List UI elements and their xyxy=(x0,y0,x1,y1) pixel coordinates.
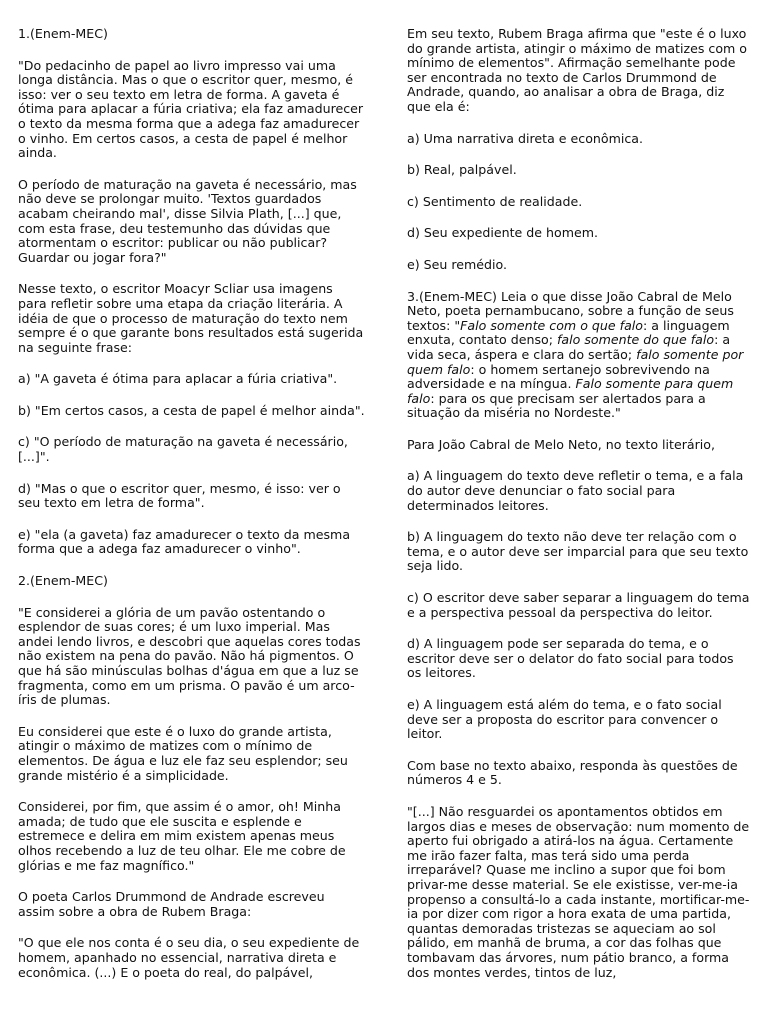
question-1-option-b: b) "Em certos casos, a cesta de papel é melhor ainda". xyxy=(18,402,365,418)
question-3-option-c: c) O escritor deve saber separar a linguagem do tema e a perspectiva pessoal da perspectiva do leitor. xyxy=(407,590,750,620)
question-2-option-d: d) Seu expediente de homem. xyxy=(407,225,598,241)
question-1-prompt: Nesse texto, o escritor Moacyr Scliar usa imagens para refletir sobre uma etapa da criação literária. A idéia de que o processo de maturação do texto nem sempre é o que garante bons resultados está sugerida na seguinte frase: xyxy=(18,281,364,355)
question-1-option-e: e) "ela (a gaveta) faz amadurecer o texto da mesma forma que a adega faz amadurecer o vinho". xyxy=(18,526,351,557)
left-column xyxy=(18,27,365,997)
question-1-option-d: d) "Mas o que o escritor quer, mesmo, é isso: ver o seu texto em letra de forma". xyxy=(18,480,341,511)
question-1-quote-paragraph-1: "Do pedacinho de papel ao livro impresso vai uma longa distância. Mas o que o escritor quer, mesmo, é isso: ver o seu texto em letra de forma. A gaveta é ótima para aplacar a fúria criativa; ela faz amadurecer o texto da mesma forma que a adega faz amadurecer o vinho. Em certos casos, a cesta de papel é melhor ainda. xyxy=(18,57,364,161)
question-1 xyxy=(18,27,365,557)
question-3-option-b: b) A linguagem do texto não deve ter relação com o tema, e o autor deve ser imparcial para que seu texto seja lido. xyxy=(407,529,749,574)
question-1-heading: 1.(Enem-MEC) xyxy=(18,26,108,41)
question-3-option-e: e) A linguagem está além do tema, e o fato social deve ser a proposta do escritor para convencer o leitor. xyxy=(407,697,722,742)
question-2 xyxy=(18,574,365,980)
question-3 xyxy=(407,290,750,742)
question-1-option-a: a) "A gaveta é ótima para aplacar a fúria criativa". xyxy=(18,371,338,387)
question-2-intro: O poeta Carlos Drummond de Andrade escreveu assim sobre a obra de Rubem Braga: xyxy=(18,889,325,919)
question-1-option-c: c) "O período de maturação na gaveta é necessário, [...]". xyxy=(18,434,348,465)
questions-4-5 xyxy=(407,759,750,980)
questions-4-5-quote: "[...] Não resguardei os apontamentos obtidos em largos dias e meses de observação: num momento de aperto fui obrigado a atirá-los na água. Certamente me irão fazer falta, mas terá sido uma perda irreparável? Quase me inclino a supor que foi bom privar-me desse material. Se ele existisse, ver-me-ia propenso a consultá-lo a cada instante, mortificar-me-ia por dizer com rigor a hora exata de uma partida, quantas demoradas tristezas se aqueciam ao sol pálido, em manhã de bruma, a cor das folhas que tombavam das árvores, num pátio branco, a forma dos montes verdes, tintos de luz, xyxy=(407,803,750,980)
question-2-drummond-quote: "O que ele nos conta é o seu dia, o seu expediente de homem, apanhado no essencial, narrativa direta e econômica. (...) E o poeta do real, do palpável, xyxy=(18,935,360,980)
question-2-option-b: b) Real, palpável. xyxy=(407,162,517,178)
italic-phrase-3: falo somente por quem falo xyxy=(407,346,744,377)
question-2-heading: 2.(Enem-MEC) xyxy=(18,573,108,589)
question-2-option-c: c) Sentimento de realidade. xyxy=(407,193,583,209)
question-2-prompt: Em seu texto, Rubem Braga afirma que "este é o luxo do grande artista, atingir o máximo de matizes com o mínimo de elementos". Afirmação semelhante pode ser encontrada no texto de Carlos Drummond de Andrade, quando, ao analisar a obra de Braga, diz que ela é: xyxy=(407,26,748,114)
questions-4-5-intro: Com base no texto abaixo, responda às questões de números 4 e 5. xyxy=(407,757,738,788)
italic-phrase-2: falo somente do que falo xyxy=(556,332,715,348)
question-3-option-d: d) A linguagem pode ser separada do tema, e o escritor deve ser o delator do fato social para todos os leitores. xyxy=(407,636,734,681)
question-3-option-a: a) A linguagem do texto deve refletir o tema, e a fala do autor deve denunciar o fato social para determinados leitores. xyxy=(407,468,744,513)
question-1-quote-paragraph-2: O período de maturação na gaveta é necessário, mas não deve se prolongar muito. 'Textos guardados acabam cheirando mal', disse Silvia Plath, [...] que, com esta frase, deu testemunho das dúvidas que atormentam o escritor: publicar ou não publicar? Guardar ou jogar fora?" xyxy=(18,176,357,265)
right-column xyxy=(407,27,750,997)
question-2-option-e: e) Seu remédio. xyxy=(407,256,508,272)
question-2-quote-paragraph-3: Considerei, por fim, que assim é o amor, oh! Minha amada; de tudo que ele suscita e esplende e estremece e delira em mim existem apenas meus olhos recebendo a luz de teu olhar. Ele me cobre de glórias e me faz magnífico." xyxy=(18,799,346,873)
question-2-quote-paragraph-1: "E considerei a glória de um pavão ostentando o esplendor de suas cores; é um luxo imperial. Mas andei lendo livros, e descobri que aquelas cores todas não existem na pena do pavão. Não há pigmentos. O que há são minúsculas bolhas d'água em que a luz se fragmenta, como em um prisma. O pavão é um arco-íris de plumas. xyxy=(18,604,361,708)
italic-phrase-1: Falo somente com o que falo xyxy=(460,317,643,333)
question-2-continued xyxy=(407,27,750,273)
question-3-intro: 3.(Enem-MEC) Leia o que disse João Cabral de Melo Neto, poeta pernambucano, sobre a função de seus textos: "Falo somente com o que falo: a linguagem enxuta, contato denso; falo somente do que falo: a vida seca, áspera e clara do sertão; falo somente por quem falo: o homem sertanejo sobrevivendo na adversidade e na míngua. Falo somente para quem falo: para os que precisam ser alertados para a situação da miséria no Nordeste." xyxy=(407,288,744,421)
question-2-quote-paragraph-2: Eu considerei que este é o luxo do grande artista, atingir o máximo de matizes com o mínimo de elementos. De água e luz ele faz seu esplendor; seu grande mistério é a simplicidade. xyxy=(18,723,348,783)
italic-phrase-4: Falo somente para quem falo xyxy=(407,376,734,406)
question-2-option-a: a) Uma narrativa direta e econômica. xyxy=(407,130,644,146)
question-3-prompt: Para João Cabral de Melo Neto, no texto literário, xyxy=(407,436,715,452)
